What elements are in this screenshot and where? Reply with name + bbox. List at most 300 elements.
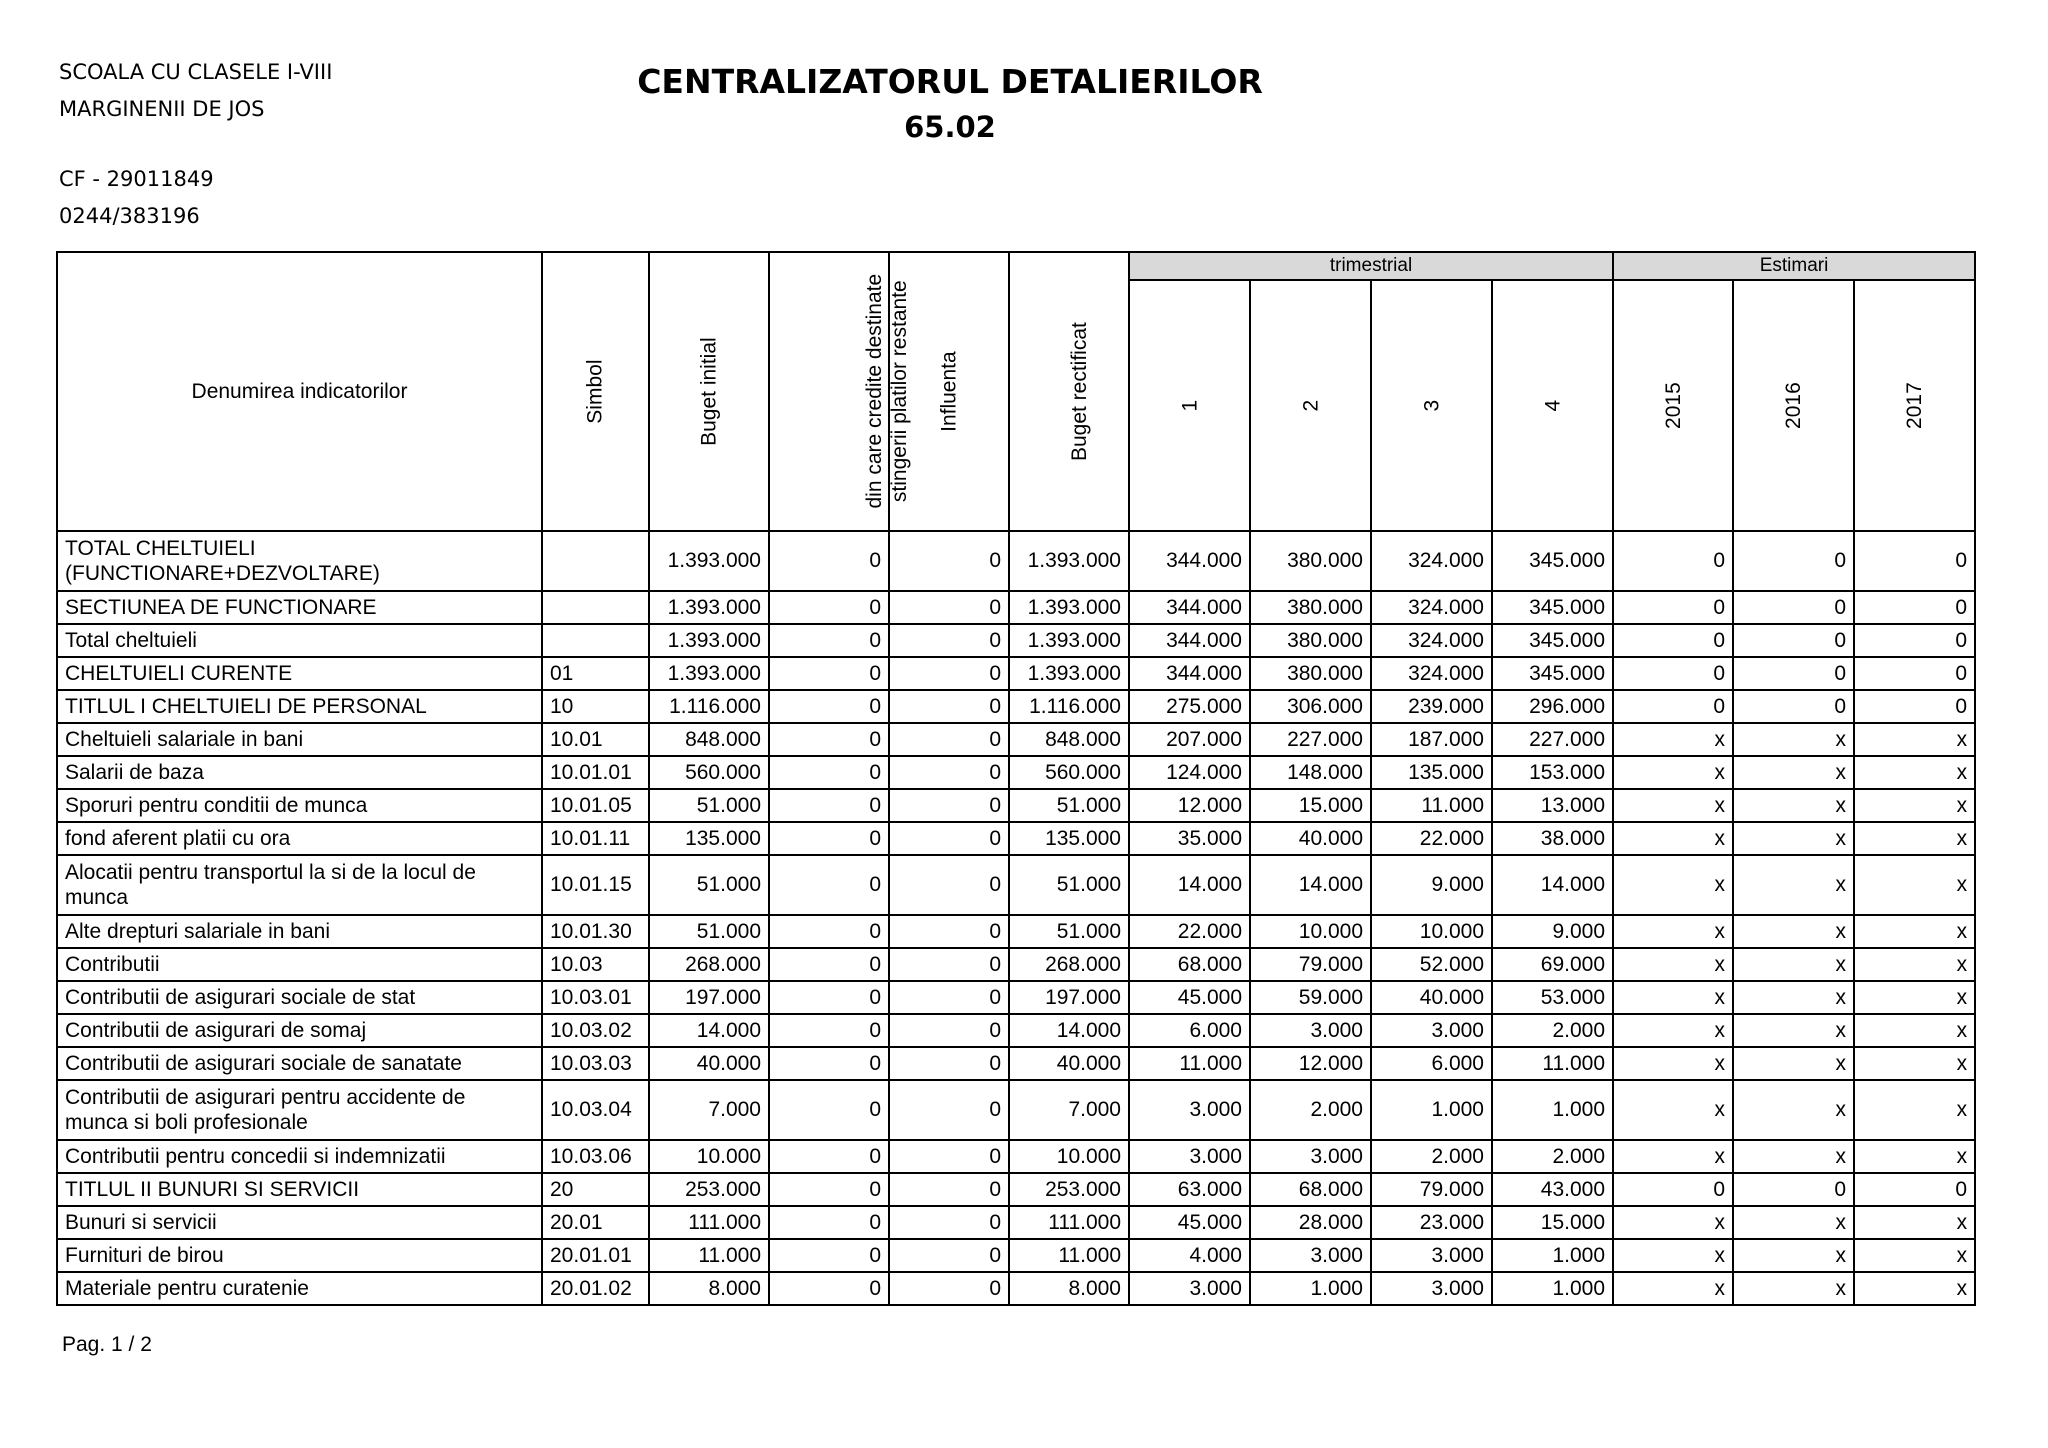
cell-q3: 22.000 bbox=[1371, 822, 1492, 855]
cell-q3: 324.000 bbox=[1371, 624, 1492, 657]
budget-table bbox=[56, 251, 1976, 1306]
row-name: TOTAL CHELTUIELI (FUNCTIONARE+DEZVOLTARE) bbox=[57, 531, 542, 591]
cell-estimare-2017: x bbox=[1854, 1047, 1975, 1080]
cell-q1: 45.000 bbox=[1129, 1206, 1250, 1239]
group-header-trimestrial: trimestrial bbox=[1129, 252, 1613, 280]
cell-buget-rectificat: 197.000 bbox=[1009, 981, 1129, 1014]
cell-estimare-2016: x bbox=[1733, 789, 1854, 822]
cell-influenta: 0 bbox=[889, 789, 1009, 822]
cell-influenta: 0 bbox=[889, 948, 1009, 981]
table-row bbox=[57, 657, 1975, 690]
column-header-simbol: Simbol bbox=[542, 252, 649, 531]
cell-q4: 345.000 bbox=[1492, 591, 1613, 624]
cell-credite-restante: 0 bbox=[769, 624, 889, 657]
cell-q4: 11.000 bbox=[1492, 1047, 1613, 1080]
row-name: TITLUL I CHELTUIELI DE PERSONAL bbox=[57, 690, 542, 723]
cell-estimare-2017: x bbox=[1854, 1272, 1975, 1305]
cell-q4: 296.000 bbox=[1492, 690, 1613, 723]
column-header-q2: 2 bbox=[1250, 280, 1371, 531]
row-name: Furnituri de birou bbox=[57, 1239, 542, 1272]
cell-buget-initial: 51.000 bbox=[649, 789, 769, 822]
cell-estimare-2016: 0 bbox=[1733, 531, 1854, 591]
cell-estimare-2017: 0 bbox=[1854, 591, 1975, 624]
row-name: Total cheltuieli bbox=[57, 624, 542, 657]
cell-estimare-2016: 0 bbox=[1733, 690, 1854, 723]
cell-estimare-2017: 0 bbox=[1854, 657, 1975, 690]
row-name: SECTIUNEA DE FUNCTIONARE bbox=[57, 591, 542, 624]
cell-q4: 2.000 bbox=[1492, 1014, 1613, 1047]
column-header-q3: 3 bbox=[1371, 280, 1492, 531]
cell-estimare-2015: 0 bbox=[1613, 624, 1733, 657]
cell-q1: 14.000 bbox=[1129, 855, 1250, 915]
cell-estimare-2017: x bbox=[1854, 855, 1975, 915]
cell-q1: 124.000 bbox=[1129, 756, 1250, 789]
cell-influenta: 0 bbox=[889, 822, 1009, 855]
cell-buget-rectificat: 51.000 bbox=[1009, 855, 1129, 915]
cell-q2: 10.000 bbox=[1250, 915, 1371, 948]
cell-credite-restante: 0 bbox=[769, 1239, 889, 1272]
cell-credite-restante: 0 bbox=[769, 855, 889, 915]
cell-influenta: 0 bbox=[889, 531, 1009, 591]
cell-estimare-2015: x bbox=[1613, 1239, 1733, 1272]
table-row bbox=[57, 789, 1975, 822]
school-locality: MARGINENII DE JOS bbox=[59, 97, 265, 121]
cell-estimare-2015: 0 bbox=[1613, 1173, 1733, 1206]
table-row bbox=[57, 756, 1975, 789]
cell-buget-rectificat: 51.000 bbox=[1009, 915, 1129, 948]
cell-estimare-2017: x bbox=[1854, 789, 1975, 822]
cell-credite-restante: 0 bbox=[769, 1206, 889, 1239]
cell-buget-rectificat: 11.000 bbox=[1009, 1239, 1129, 1272]
table-row bbox=[57, 1140, 1975, 1173]
cell-credite-restante: 0 bbox=[769, 591, 889, 624]
cell-buget-initial: 268.000 bbox=[649, 948, 769, 981]
cell-buget-initial: 560.000 bbox=[649, 756, 769, 789]
cell-buget-initial: 7.000 bbox=[649, 1080, 769, 1140]
cell-buget-initial: 111.000 bbox=[649, 1206, 769, 1239]
row-name: Bunuri si servicii bbox=[57, 1206, 542, 1239]
table-row bbox=[57, 948, 1975, 981]
table-row bbox=[57, 1206, 1975, 1239]
table-row bbox=[57, 1173, 1975, 1206]
cell-q3: 6.000 bbox=[1371, 1047, 1492, 1080]
cell-estimare-2016: 0 bbox=[1733, 591, 1854, 624]
row-name: Sporuri pentru conditii de munca bbox=[57, 789, 542, 822]
cell-estimare-2016: x bbox=[1733, 915, 1854, 948]
cell-q4: 1.000 bbox=[1492, 1239, 1613, 1272]
cell-q1: 45.000 bbox=[1129, 981, 1250, 1014]
cell-q1: 4.000 bbox=[1129, 1239, 1250, 1272]
row-symbol: 10.03.04 bbox=[542, 1080, 649, 1140]
cell-buget-rectificat: 111.000 bbox=[1009, 1206, 1129, 1239]
cell-buget-rectificat: 1.393.000 bbox=[1009, 624, 1129, 657]
cell-buget-rectificat: 135.000 bbox=[1009, 822, 1129, 855]
group-header-estimari: Estimari bbox=[1613, 252, 1975, 280]
cell-buget-rectificat: 1.116.000 bbox=[1009, 690, 1129, 723]
cell-estimare-2016: x bbox=[1733, 1239, 1854, 1272]
cell-q1: 3.000 bbox=[1129, 1272, 1250, 1305]
cell-estimare-2017: x bbox=[1854, 915, 1975, 948]
table-row bbox=[57, 855, 1975, 915]
cell-estimare-2015: x bbox=[1613, 1080, 1733, 1140]
cell-q2: 2.000 bbox=[1250, 1080, 1371, 1140]
cell-estimare-2016: x bbox=[1733, 756, 1854, 789]
cell-buget-initial: 51.000 bbox=[649, 855, 769, 915]
cell-influenta: 0 bbox=[889, 1014, 1009, 1047]
cell-q3: 3.000 bbox=[1371, 1239, 1492, 1272]
cell-q2: 380.000 bbox=[1250, 624, 1371, 657]
cell-influenta: 0 bbox=[889, 591, 1009, 624]
cell-credite-restante: 0 bbox=[769, 822, 889, 855]
row-symbol: 10.03.02 bbox=[542, 1014, 649, 1047]
table-row bbox=[57, 1014, 1975, 1047]
cell-q3: 3.000 bbox=[1371, 1272, 1492, 1305]
cell-q2: 40.000 bbox=[1250, 822, 1371, 855]
row-symbol: 10.01.15 bbox=[542, 855, 649, 915]
cell-q2: 227.000 bbox=[1250, 723, 1371, 756]
cell-credite-restante: 0 bbox=[769, 1140, 889, 1173]
cell-estimare-2017: x bbox=[1854, 1080, 1975, 1140]
cell-q1: 3.000 bbox=[1129, 1080, 1250, 1140]
cell-q1: 344.000 bbox=[1129, 624, 1250, 657]
cell-estimare-2015: 0 bbox=[1613, 657, 1733, 690]
cell-buget-initial: 8.000 bbox=[649, 1272, 769, 1305]
cell-estimare-2017: x bbox=[1854, 1206, 1975, 1239]
cell-influenta: 0 bbox=[889, 1140, 1009, 1173]
row-name: TITLUL II BUNURI SI SERVICII bbox=[57, 1173, 542, 1206]
cell-buget-initial: 135.000 bbox=[649, 822, 769, 855]
row-name: Salarii de baza bbox=[57, 756, 542, 789]
column-header-influenta: Influenta bbox=[889, 252, 1009, 531]
cell-q4: 345.000 bbox=[1492, 624, 1613, 657]
cell-estimare-2015: 0 bbox=[1613, 690, 1733, 723]
cell-q3: 23.000 bbox=[1371, 1206, 1492, 1239]
cell-estimare-2017: x bbox=[1854, 822, 1975, 855]
cell-buget-rectificat: 14.000 bbox=[1009, 1014, 1129, 1047]
row-name: Contributii pentru concedii si indemnizatii bbox=[57, 1140, 542, 1173]
cell-q2: 3.000 bbox=[1250, 1140, 1371, 1173]
cell-estimare-2016: x bbox=[1733, 1272, 1854, 1305]
cell-q3: 40.000 bbox=[1371, 981, 1492, 1014]
column-header-buget-initial: Buget initial bbox=[649, 252, 769, 531]
table-row bbox=[57, 531, 1975, 591]
cell-buget-rectificat: 1.393.000 bbox=[1009, 591, 1129, 624]
column-header-credite-restante: din care credite destinate stingerii platilor restante bbox=[769, 252, 889, 531]
cell-estimare-2016: x bbox=[1733, 948, 1854, 981]
cell-estimare-2015: x bbox=[1613, 948, 1733, 981]
cell-estimare-2017: x bbox=[1854, 981, 1975, 1014]
cell-q1: 344.000 bbox=[1129, 531, 1250, 591]
cell-q1: 275.000 bbox=[1129, 690, 1250, 723]
cell-q1: 68.000 bbox=[1129, 948, 1250, 981]
cell-credite-restante: 0 bbox=[769, 657, 889, 690]
column-header-buget-rectificat: Buget rectificat bbox=[1009, 252, 1129, 531]
cell-estimare-2016: x bbox=[1733, 1080, 1854, 1140]
cell-q2: 15.000 bbox=[1250, 789, 1371, 822]
cell-influenta: 0 bbox=[889, 855, 1009, 915]
row-symbol: 20.01.01 bbox=[542, 1239, 649, 1272]
row-symbol: 10.03.06 bbox=[542, 1140, 649, 1173]
cell-buget-initial: 14.000 bbox=[649, 1014, 769, 1047]
cell-q2: 1.000 bbox=[1250, 1272, 1371, 1305]
cell-credite-restante: 0 bbox=[769, 531, 889, 591]
column-header-2016: 2016 bbox=[1733, 280, 1854, 531]
cell-credite-restante: 0 bbox=[769, 690, 889, 723]
table-row bbox=[57, 1080, 1975, 1140]
cell-q1: 207.000 bbox=[1129, 723, 1250, 756]
school-name: SCOALA CU CLASELE I-VIII bbox=[59, 60, 333, 84]
cell-buget-initial: 51.000 bbox=[649, 915, 769, 948]
document-subtitle: 65.02 bbox=[904, 110, 996, 144]
cell-estimare-2016: x bbox=[1733, 1047, 1854, 1080]
cell-q4: 1.000 bbox=[1492, 1080, 1613, 1140]
cell-q2: 28.000 bbox=[1250, 1206, 1371, 1239]
cell-q4: 345.000 bbox=[1492, 531, 1613, 591]
cell-q3: 52.000 bbox=[1371, 948, 1492, 981]
cell-buget-rectificat: 253.000 bbox=[1009, 1173, 1129, 1206]
cell-influenta: 0 bbox=[889, 1239, 1009, 1272]
cell-q3: 79.000 bbox=[1371, 1173, 1492, 1206]
cell-estimare-2015: x bbox=[1613, 1014, 1733, 1047]
cell-estimare-2016: 0 bbox=[1733, 624, 1854, 657]
cell-influenta: 0 bbox=[889, 690, 1009, 723]
cell-estimare-2017: 0 bbox=[1854, 531, 1975, 591]
cell-buget-initial: 253.000 bbox=[649, 1173, 769, 1206]
row-name: fond aferent platii cu ora bbox=[57, 822, 542, 855]
table-row bbox=[57, 1047, 1975, 1080]
row-name: Materiale pentru curatenie bbox=[57, 1272, 542, 1305]
row-symbol: 10.03 bbox=[542, 948, 649, 981]
cell-q2: 3.000 bbox=[1250, 1014, 1371, 1047]
cell-buget-initial: 1.393.000 bbox=[649, 624, 769, 657]
cell-estimare-2017: x bbox=[1854, 756, 1975, 789]
cell-q4: 53.000 bbox=[1492, 981, 1613, 1014]
cell-q1: 344.000 bbox=[1129, 591, 1250, 624]
cell-buget-initial: 848.000 bbox=[649, 723, 769, 756]
cell-influenta: 0 bbox=[889, 657, 1009, 690]
cell-q3: 239.000 bbox=[1371, 690, 1492, 723]
column-header-q1: 1 bbox=[1129, 280, 1250, 531]
cell-q3: 1.000 bbox=[1371, 1080, 1492, 1140]
cell-buget-rectificat: 7.000 bbox=[1009, 1080, 1129, 1140]
row-symbol bbox=[542, 531, 649, 591]
cell-q3: 324.000 bbox=[1371, 531, 1492, 591]
cell-q4: 43.000 bbox=[1492, 1173, 1613, 1206]
cell-q4: 14.000 bbox=[1492, 855, 1613, 915]
table-row bbox=[57, 981, 1975, 1014]
cell-q4: 345.000 bbox=[1492, 657, 1613, 690]
cell-estimare-2015: 0 bbox=[1613, 531, 1733, 591]
document-title: CENTRALIZATORUL DETALIERILOR bbox=[637, 62, 1263, 101]
cell-estimare-2017: x bbox=[1854, 1239, 1975, 1272]
cell-q1: 63.000 bbox=[1129, 1173, 1250, 1206]
cell-credite-restante: 0 bbox=[769, 789, 889, 822]
cell-estimare-2015: x bbox=[1613, 915, 1733, 948]
row-symbol: 20.01 bbox=[542, 1206, 649, 1239]
cell-q3: 11.000 bbox=[1371, 789, 1492, 822]
row-symbol: 20 bbox=[542, 1173, 649, 1206]
row-symbol: 10.03.03 bbox=[542, 1047, 649, 1080]
cell-q1: 22.000 bbox=[1129, 915, 1250, 948]
cell-q2: 12.000 bbox=[1250, 1047, 1371, 1080]
cell-buget-rectificat: 1.393.000 bbox=[1009, 657, 1129, 690]
cell-estimare-2016: 0 bbox=[1733, 657, 1854, 690]
cell-buget-initial: 197.000 bbox=[649, 981, 769, 1014]
cell-q2: 306.000 bbox=[1250, 690, 1371, 723]
row-symbol: 10.01.01 bbox=[542, 756, 649, 789]
row-symbol: 10 bbox=[542, 690, 649, 723]
row-symbol: 01 bbox=[542, 657, 649, 690]
row-name: Alte drepturi salariale in bani bbox=[57, 915, 542, 948]
cell-q4: 69.000 bbox=[1492, 948, 1613, 981]
cell-influenta: 0 bbox=[889, 1272, 1009, 1305]
cell-q1: 6.000 bbox=[1129, 1014, 1250, 1047]
cell-influenta: 0 bbox=[889, 1047, 1009, 1080]
table-row bbox=[57, 1239, 1975, 1272]
cell-estimare-2015: x bbox=[1613, 855, 1733, 915]
row-symbol: 20.01.02 bbox=[542, 1272, 649, 1305]
cell-buget-initial: 10.000 bbox=[649, 1140, 769, 1173]
cell-credite-restante: 0 bbox=[769, 1014, 889, 1047]
phone-number: 0244/383196 bbox=[59, 204, 200, 228]
table-row bbox=[57, 624, 1975, 657]
cell-estimare-2016: x bbox=[1733, 822, 1854, 855]
cell-buget-rectificat: 560.000 bbox=[1009, 756, 1129, 789]
cell-estimare-2017: 0 bbox=[1854, 1173, 1975, 1206]
row-name: Contributii bbox=[57, 948, 542, 981]
cell-q2: 148.000 bbox=[1250, 756, 1371, 789]
cell-q2: 14.000 bbox=[1250, 855, 1371, 915]
cell-q4: 153.000 bbox=[1492, 756, 1613, 789]
cell-q4: 2.000 bbox=[1492, 1140, 1613, 1173]
cell-q4: 9.000 bbox=[1492, 915, 1613, 948]
cell-estimare-2015: x bbox=[1613, 1272, 1733, 1305]
cell-buget-rectificat: 268.000 bbox=[1009, 948, 1129, 981]
cell-estimare-2017: x bbox=[1854, 723, 1975, 756]
page-number: Pag. 1 / 2 bbox=[62, 1333, 152, 1356]
cell-q2: 79.000 bbox=[1250, 948, 1371, 981]
cell-credite-restante: 0 bbox=[769, 1272, 889, 1305]
cell-credite-restante: 0 bbox=[769, 756, 889, 789]
table-row bbox=[57, 690, 1975, 723]
cell-estimare-2017: 0 bbox=[1854, 624, 1975, 657]
column-header-q4: 4 bbox=[1492, 280, 1613, 531]
row-symbol bbox=[542, 624, 649, 657]
cell-q2: 3.000 bbox=[1250, 1239, 1371, 1272]
cell-estimare-2015: 0 bbox=[1613, 591, 1733, 624]
cell-buget-rectificat: 8.000 bbox=[1009, 1272, 1129, 1305]
row-symbol: 10.03.01 bbox=[542, 981, 649, 1014]
cell-q1: 3.000 bbox=[1129, 1140, 1250, 1173]
cell-estimare-2016: 0 bbox=[1733, 1173, 1854, 1206]
cell-estimare-2017: x bbox=[1854, 1014, 1975, 1047]
cell-buget-initial: 40.000 bbox=[649, 1047, 769, 1080]
cell-q2: 380.000 bbox=[1250, 591, 1371, 624]
cell-estimare-2017: x bbox=[1854, 948, 1975, 981]
cell-influenta: 0 bbox=[889, 1173, 1009, 1206]
table-row bbox=[57, 591, 1975, 624]
cell-influenta: 0 bbox=[889, 1206, 1009, 1239]
cell-buget-initial: 1.393.000 bbox=[649, 657, 769, 690]
cell-q3: 9.000 bbox=[1371, 855, 1492, 915]
row-name: Cheltuieli salariale in bani bbox=[57, 723, 542, 756]
column-header-2017: 2017 bbox=[1854, 280, 1975, 531]
cell-q3: 2.000 bbox=[1371, 1140, 1492, 1173]
cell-q1: 35.000 bbox=[1129, 822, 1250, 855]
fiscal-code: CF - 29011849 bbox=[59, 167, 214, 191]
cell-credite-restante: 0 bbox=[769, 1173, 889, 1206]
cell-estimare-2016: x bbox=[1733, 1206, 1854, 1239]
cell-q4: 15.000 bbox=[1492, 1206, 1613, 1239]
row-symbol: 10.01.05 bbox=[542, 789, 649, 822]
cell-q4: 1.000 bbox=[1492, 1272, 1613, 1305]
table-row bbox=[57, 915, 1975, 948]
cell-buget-initial: 1.393.000 bbox=[649, 591, 769, 624]
cell-credite-restante: 0 bbox=[769, 1080, 889, 1140]
cell-q2: 68.000 bbox=[1250, 1173, 1371, 1206]
cell-estimare-2015: x bbox=[1613, 723, 1733, 756]
cell-q2: 380.000 bbox=[1250, 531, 1371, 591]
cell-q4: 227.000 bbox=[1492, 723, 1613, 756]
cell-q3: 10.000 bbox=[1371, 915, 1492, 948]
cell-q1: 12.000 bbox=[1129, 789, 1250, 822]
row-symbol: 10.01 bbox=[542, 723, 649, 756]
cell-influenta: 0 bbox=[889, 723, 1009, 756]
cell-estimare-2016: x bbox=[1733, 981, 1854, 1014]
table-header bbox=[57, 252, 1975, 531]
cell-buget-rectificat: 1.393.000 bbox=[1009, 531, 1129, 591]
cell-influenta: 0 bbox=[889, 756, 1009, 789]
cell-buget-initial: 1.116.000 bbox=[649, 690, 769, 723]
table-body bbox=[57, 531, 1975, 1305]
cell-estimare-2016: x bbox=[1733, 1140, 1854, 1173]
cell-estimare-2016: x bbox=[1733, 1014, 1854, 1047]
cell-q2: 380.000 bbox=[1250, 657, 1371, 690]
cell-buget-initial: 11.000 bbox=[649, 1239, 769, 1272]
row-symbol bbox=[542, 591, 649, 624]
cell-estimare-2015: x bbox=[1613, 1206, 1733, 1239]
cell-q3: 3.000 bbox=[1371, 1014, 1492, 1047]
row-name: Contributii de asigurari de somaj bbox=[57, 1014, 542, 1047]
cell-influenta: 0 bbox=[889, 624, 1009, 657]
cell-estimare-2017: 0 bbox=[1854, 690, 1975, 723]
cell-buget-initial: 1.393.000 bbox=[649, 531, 769, 591]
cell-estimare-2015: x bbox=[1613, 981, 1733, 1014]
row-name: CHELTUIELI CURENTE bbox=[57, 657, 542, 690]
cell-q1: 11.000 bbox=[1129, 1047, 1250, 1080]
cell-q4: 38.000 bbox=[1492, 822, 1613, 855]
cell-credite-restante: 0 bbox=[769, 915, 889, 948]
cell-influenta: 0 bbox=[889, 981, 1009, 1014]
cell-q3: 324.000 bbox=[1371, 657, 1492, 690]
column-header-denumire: Denumirea indicatorilor bbox=[57, 252, 542, 531]
cell-estimare-2017: x bbox=[1854, 1140, 1975, 1173]
cell-estimare-2015: x bbox=[1613, 1047, 1733, 1080]
row-symbol: 10.01.11 bbox=[542, 822, 649, 855]
cell-buget-rectificat: 51.000 bbox=[1009, 789, 1129, 822]
cell-q1: 344.000 bbox=[1129, 657, 1250, 690]
cell-q3: 135.000 bbox=[1371, 756, 1492, 789]
cell-credite-restante: 0 bbox=[769, 723, 889, 756]
cell-estimare-2015: x bbox=[1613, 789, 1733, 822]
cell-buget-rectificat: 40.000 bbox=[1009, 1047, 1129, 1080]
cell-estimare-2016: x bbox=[1733, 855, 1854, 915]
row-symbol: 10.01.30 bbox=[542, 915, 649, 948]
cell-estimare-2015: x bbox=[1613, 822, 1733, 855]
cell-q2: 59.000 bbox=[1250, 981, 1371, 1014]
table-row bbox=[57, 723, 1975, 756]
table-row bbox=[57, 1272, 1975, 1305]
